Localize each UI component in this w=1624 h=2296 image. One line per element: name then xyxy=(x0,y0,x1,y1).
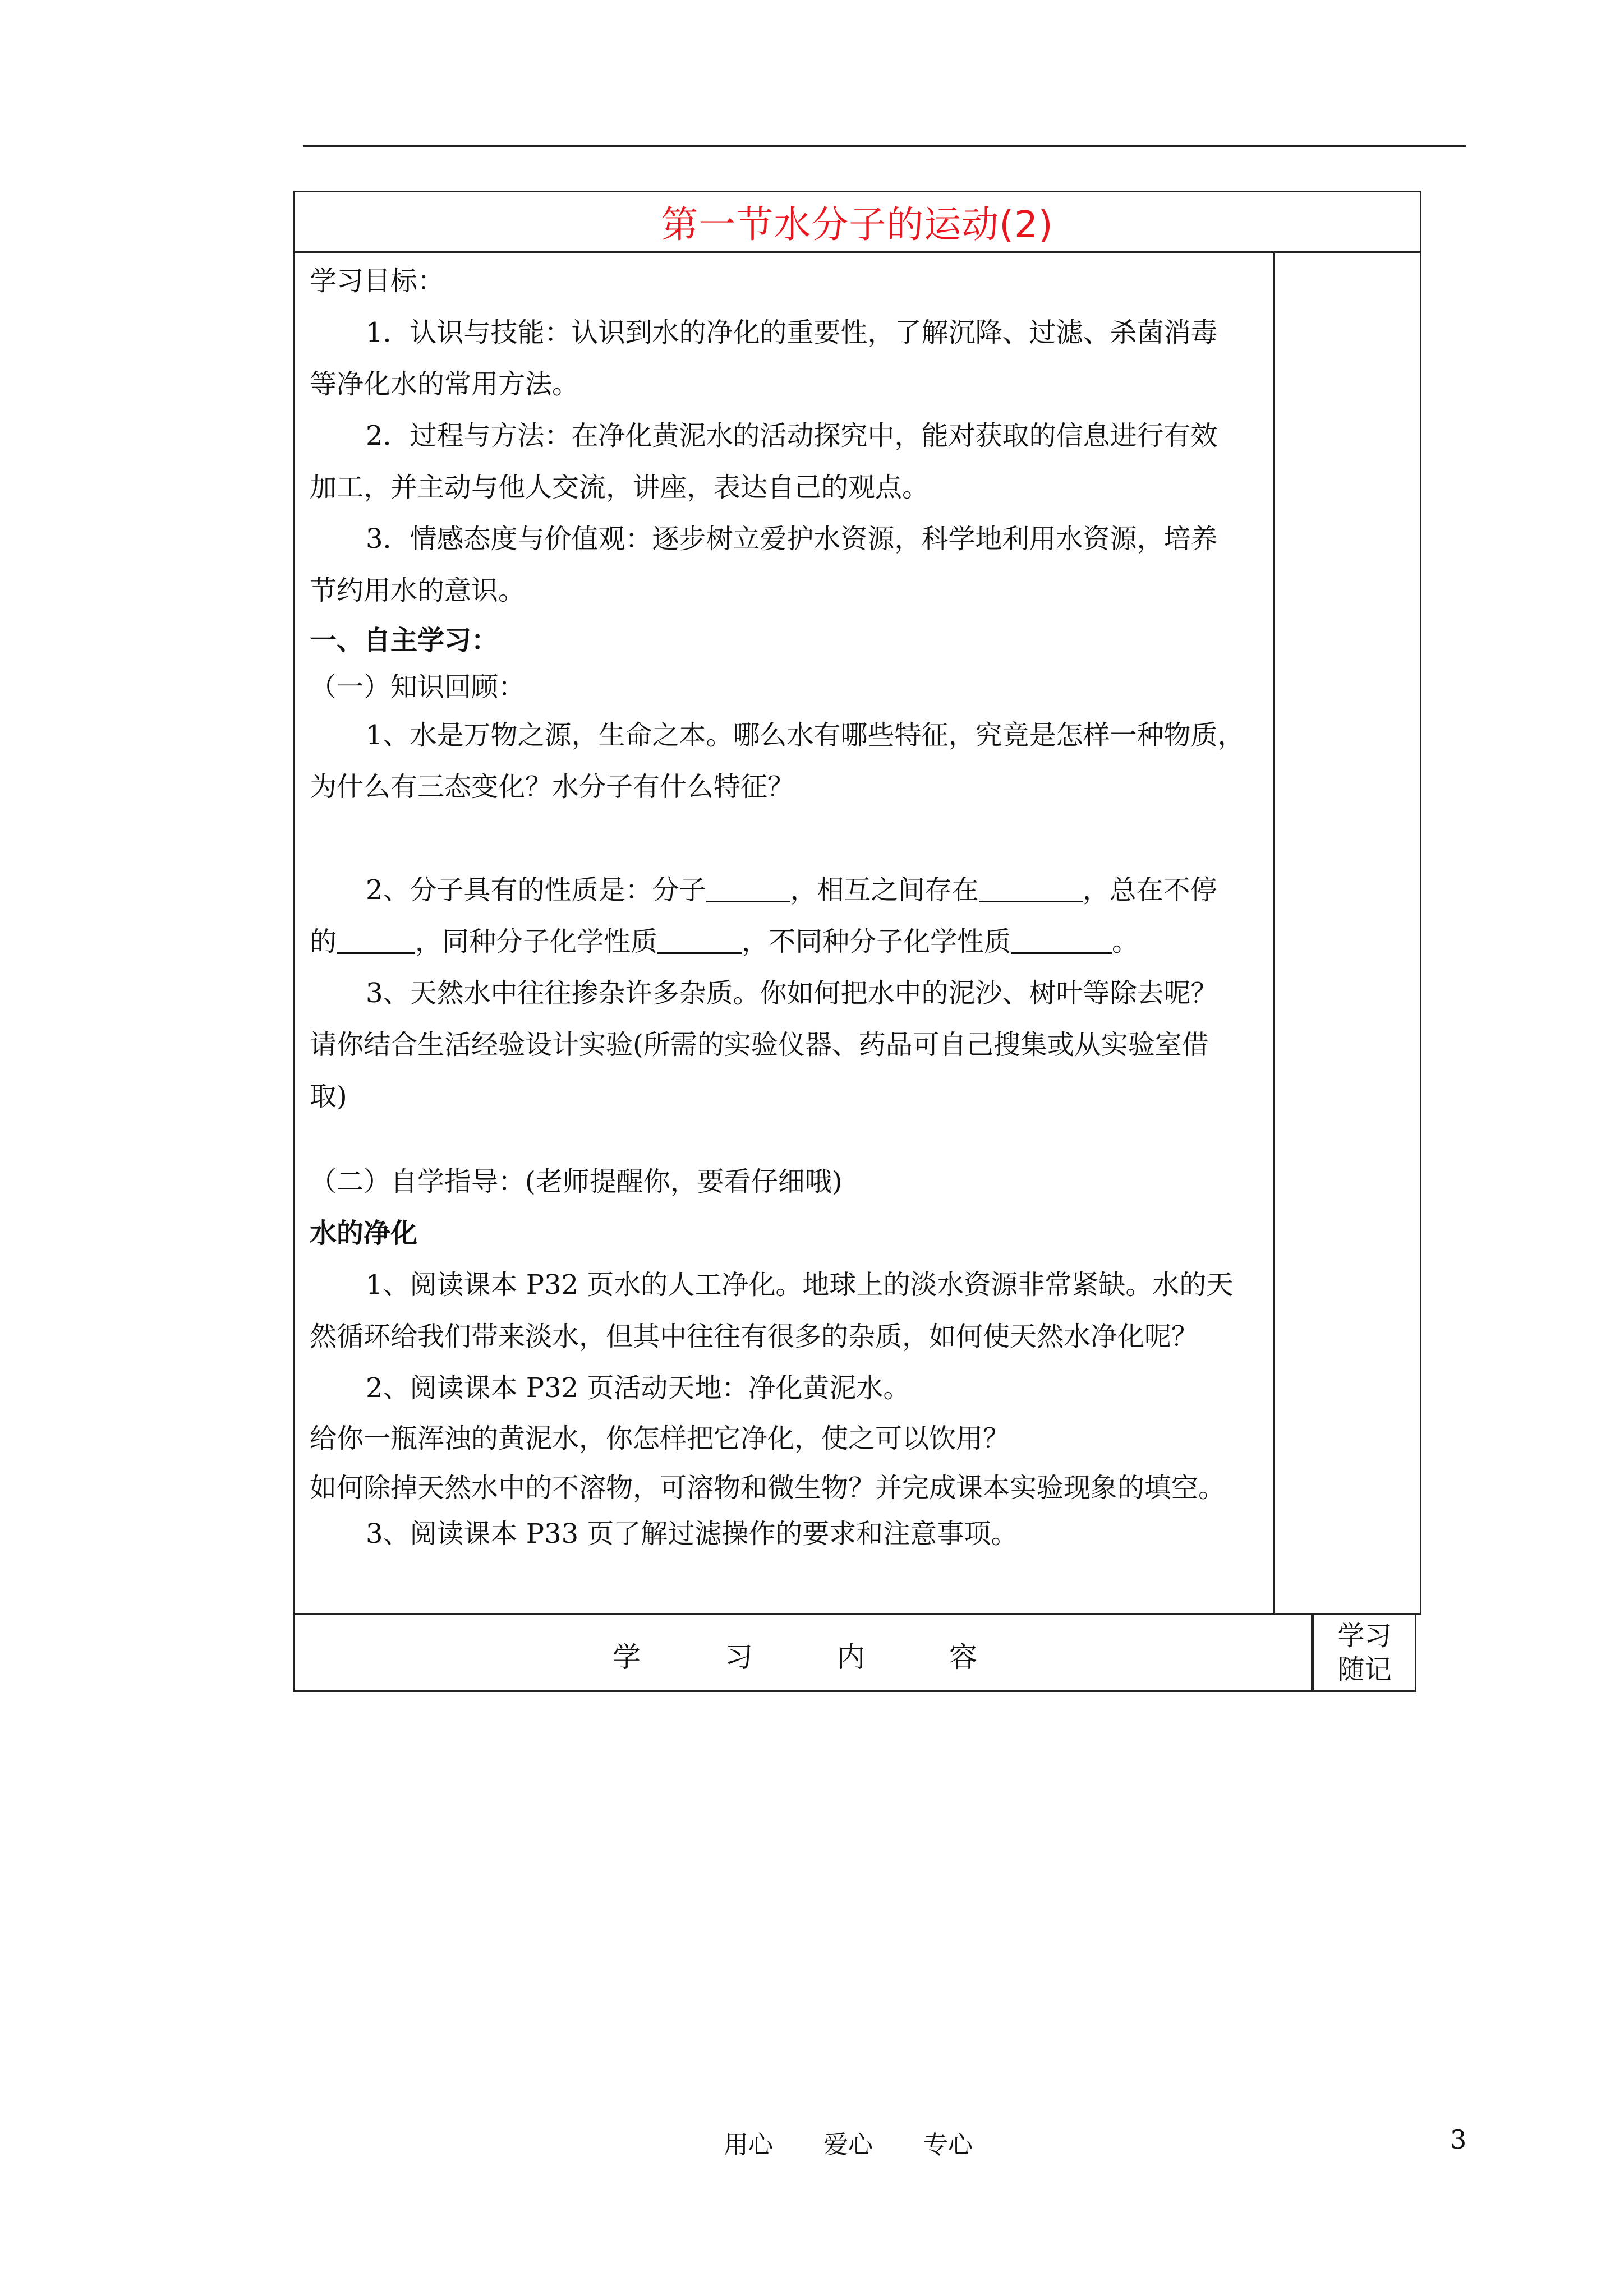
title-row xyxy=(293,191,1421,253)
objective-line: 等净化水的常用方法。 xyxy=(310,368,579,400)
objective-line: 2．过程与方法：在净化黄泥水的活动探究中，能对获取的信息进行有效 xyxy=(366,420,1218,451)
notes-column xyxy=(1273,253,1421,1615)
page-title: 第一节水分子的运动(2) xyxy=(661,202,1053,246)
answer-space xyxy=(310,1122,1263,1156)
footer-word: 爱心 xyxy=(823,2131,873,2159)
question-1-line: 1、水是万物之源，生命之本。哪么水有哪些特征，究竟是怎样一种物质， xyxy=(366,720,1245,751)
guide-line: 然循环给我们带来淡水，但其中往往有很多的杂质，如何使天然水净化呢？ xyxy=(310,1321,1199,1352)
question-2-text: 的 xyxy=(310,926,337,957)
question-2-line xyxy=(310,916,1263,967)
review-heading: （一）知识回顾： xyxy=(310,671,526,703)
study-notes-line: 随记 xyxy=(1337,1654,1392,1685)
guide-line: 2、阅读课本 P32 页活动天地：净化黄泥水。 xyxy=(366,1372,910,1404)
guide-line: 如何除掉天然水中的不溶物，可溶物和微生物？并完成课本实验现象的填空。 xyxy=(310,1472,1226,1504)
question-2-text: ，不同种分子化学性质 xyxy=(742,926,1011,957)
question-3-line: 请你结合生活经验设计实验(所需的实验仪器、药品可自己搜集或从实验室借 xyxy=(310,1029,1209,1061)
section-heading: 一、自主学习： xyxy=(310,625,499,656)
question-3-line: 3、天然水中往往掺杂许多杂质。你如何把水中的泥沙、树叶等除去呢？ xyxy=(366,978,1218,1009)
fill-blank[interactable] xyxy=(1011,925,1112,954)
answer-space xyxy=(310,813,1263,864)
guide-line: 1、阅读课本 P32 页水的人工净化。地球上的淡水资源非常紧缺。水的天 xyxy=(366,1269,1234,1301)
page-number: 3 xyxy=(1450,2124,1467,2155)
question-2-line xyxy=(310,864,1263,916)
footer-motto xyxy=(724,2124,1023,2160)
main-content xyxy=(310,255,1263,1555)
objective-line: 节约用水的意识。 xyxy=(310,575,526,606)
fill-blank[interactable] xyxy=(979,874,1083,902)
fill-blank[interactable] xyxy=(657,925,742,954)
guide-heading: （二）自学指导：(老师提醒你，要看仔细哦) xyxy=(310,1166,843,1197)
question-2-text: 。 xyxy=(1112,926,1139,957)
header-rule xyxy=(303,145,1466,147)
objective-line: 加工，并主动与他人交流，讲座，表达自己的观点。 xyxy=(310,472,930,503)
objectives-heading: 学习目标： xyxy=(310,265,445,297)
objective-line: 1．认识与技能：认识到水的净化的重要性，了解沉降、过滤、杀菌消毒 xyxy=(366,317,1218,348)
guide-line: 给你一瓶浑浊的黄泥水，你怎样把它净化，使之可以饮用？ xyxy=(310,1423,1010,1454)
question-2-text: ，同种分子化学性质 xyxy=(415,926,658,957)
fill-blank[interactable] xyxy=(706,874,790,902)
guide-line: 3、阅读课本 P33 页了解过滤操作的要求和注意事项。 xyxy=(366,1518,1018,1550)
footer-word: 用心 xyxy=(724,2131,773,2159)
learning-content-label: 学习内容 xyxy=(613,1641,1061,1673)
study-notes-label xyxy=(1313,1615,1416,1692)
question-2-text: ，总在不停 xyxy=(1082,874,1217,906)
objective-line: 3．情感态度与价值观：逐步树立爱护水资源，科学地利用水资源，培养 xyxy=(366,523,1218,555)
purify-heading: 水的净化 xyxy=(310,1218,418,1249)
study-notes-line: 学习 xyxy=(1337,1620,1392,1652)
fill-blank[interactable] xyxy=(337,925,415,954)
question-3-line: 取) xyxy=(310,1081,347,1112)
footer-word: 专心 xyxy=(923,2131,973,2159)
question-1-line: 为什么有三态变化？水分子有什么特征？ xyxy=(310,771,795,803)
question-2-text: 2、分子具有的性质是：分子 xyxy=(366,874,706,906)
question-2-text: ，相互之间存在 xyxy=(790,874,979,906)
